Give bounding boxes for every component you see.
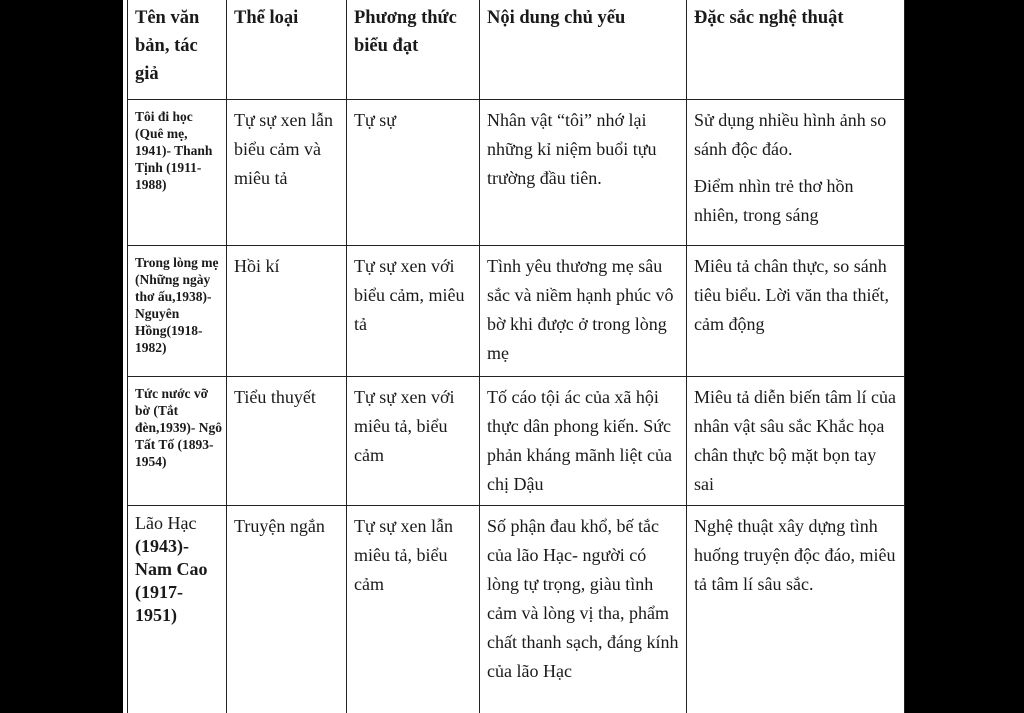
genre-cell: Tiểu thuyết (227, 377, 347, 506)
content-cell: Nhân vật “tôi” nhớ lại những kỉ niệm buổi tựu trường đầu tiên. (480, 100, 687, 246)
content-cell: Tình yêu thương mẹ sâu sắc và niềm hạnh phúc vô bờ khi được ở trong lòng mẹ (480, 246, 687, 377)
method-cell: Tự sự (347, 100, 480, 246)
header-row (128, 0, 905, 100)
method-cell: Tự sự xen lẫn miêu tả, biểu cảm (347, 506, 480, 713)
art-text: Sử dụng nhiều hình ảnh so sánh độc đáo. (694, 110, 887, 159)
art-cell: Miêu tả chân thực, so sánh tiêu biểu. Lời văn tha thiết, cảm động (687, 246, 905, 377)
content-cell: Số phận đau khổ, bế tắc của lão Hạc- người có lòng tự trọng, giàu tình cảm và lòng vị tha, phẩm chất thanh sạch, đáng kính của lão Hạc (480, 506, 687, 713)
author-cell: Tức nước vỡ bờ (Tắt đèn,1939)- Ngô Tất Tố (1893-1954) (128, 377, 227, 506)
author-cell: Trong lòng mẹ (Những ngày thơ ấu,1938)- Nguyên Hồng(1918-1982) (128, 246, 227, 377)
art-text-2: Điểm nhìn trẻ thơ hồn nhiên, trong sáng (694, 176, 854, 225)
genre-cell: Tự sự xen lẫn biểu cảm và miêu tả (227, 100, 347, 246)
table-row (128, 246, 905, 377)
literature-summary-table (127, 0, 905, 713)
art-cell: Nghệ thuật xây dựng tình huống truyện độc đáo, miêu tả tâm lí sâu sắc. (687, 506, 905, 713)
content-cell: Tố cáo tội ác của xã hội thực dân phong kiến. Sức phản kháng mãnh liệt của chị Dậu (480, 377, 687, 506)
header-cell: Thể loại (227, 0, 347, 100)
table-row (128, 506, 905, 713)
header-cell: Phương thức biểu đạt (347, 0, 480, 100)
author-cell (128, 506, 227, 713)
method-cell: Tự sự xen với miêu tả, biểu cảm (347, 377, 480, 506)
table-row (128, 100, 905, 246)
header-cell: Tên văn bản, tác giả (128, 0, 227, 100)
art-cell: Miêu tả diễn biến tâm lí của nhân vật sâu sắc Khắc họa chân thực bộ mặt bọn tay sai (687, 377, 905, 506)
document-page (123, 0, 905, 713)
table-row (128, 377, 905, 506)
author-detail: (1943)- Nam Cao (1917-1951) (135, 536, 208, 625)
header-cell: Nội dung chủ yếu (480, 0, 687, 100)
header-cell: Đặc sắc nghệ thuật (687, 0, 905, 100)
genre-cell: Truyện ngắn (227, 506, 347, 713)
genre-cell: Hồi kí (227, 246, 347, 377)
author-title: Lão Hạc (135, 513, 197, 533)
method-cell: Tự sự xen với biểu cảm, miêu tả (347, 246, 480, 377)
art-cell (687, 100, 905, 246)
author-cell: Tôi đi học (Quê mẹ, 1941)- Thanh Tịnh (1911-1988) (128, 100, 227, 246)
